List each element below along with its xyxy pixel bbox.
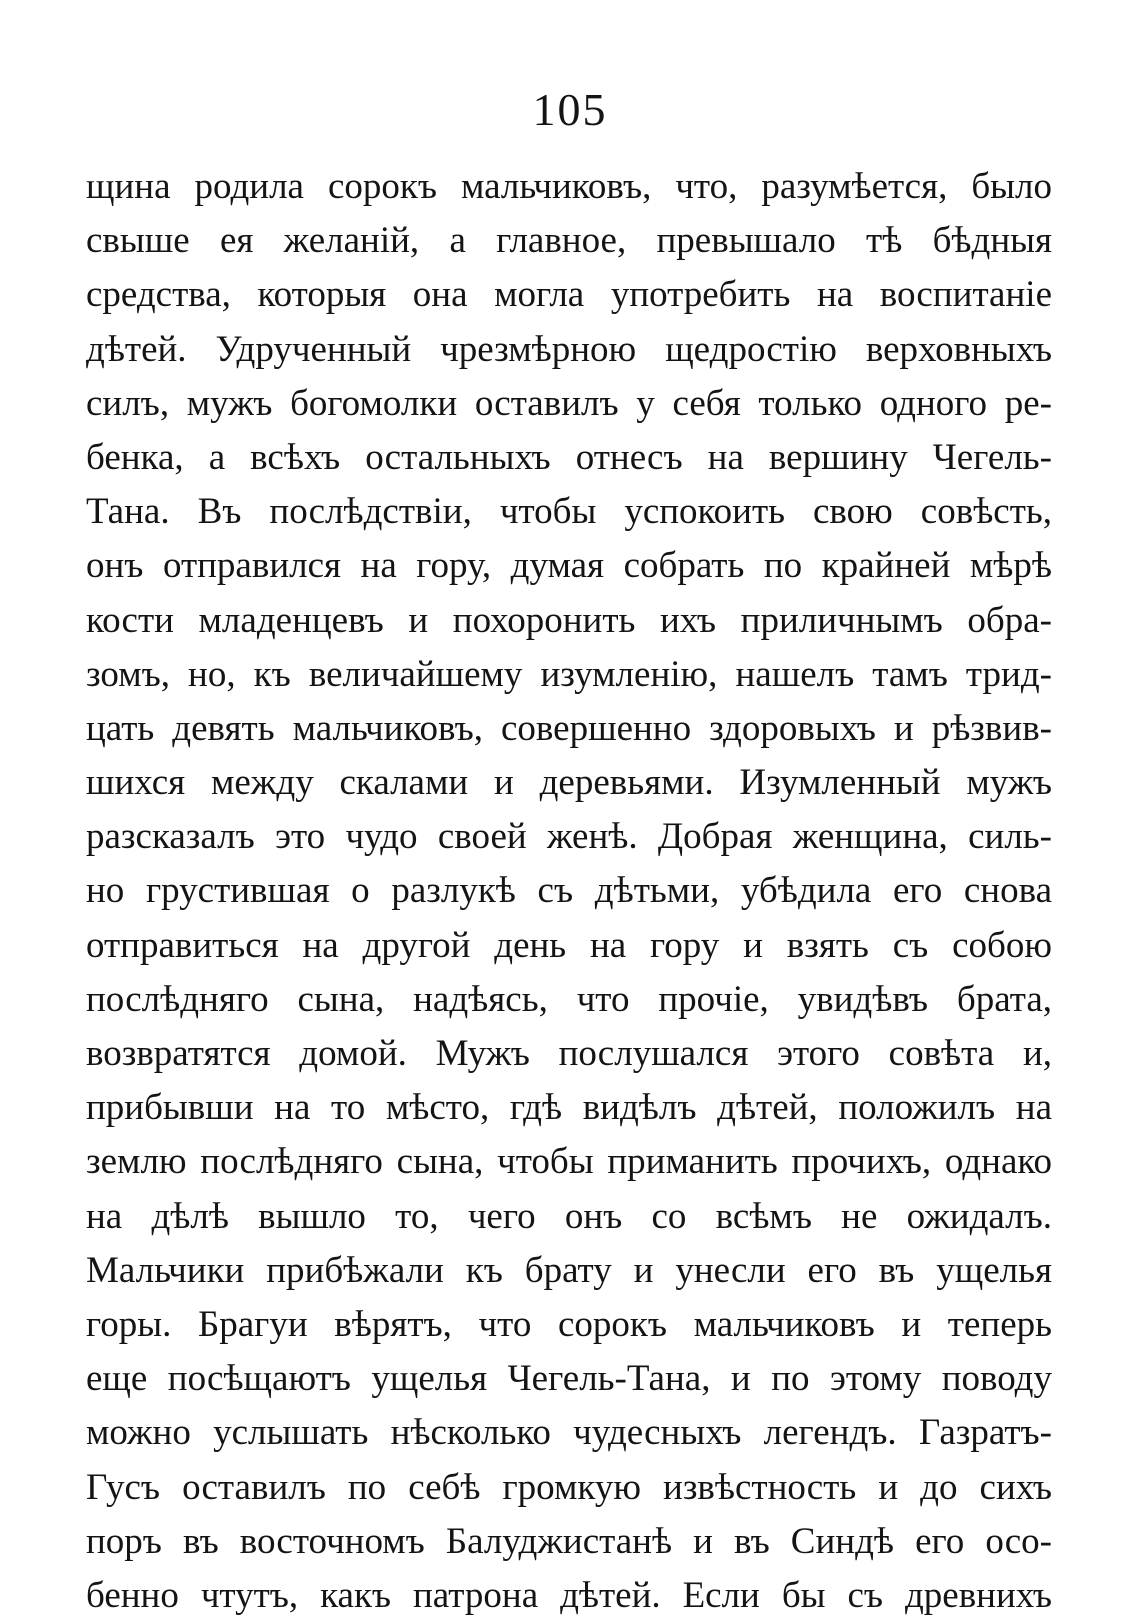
text-line: прибывши на то мѣсто, гдѣ видѣлъ дѣтей, положилъ на: [86, 1087, 1052, 1129]
text-line: бенно чтутъ, какъ патрона дѣтей. Если бы съ древнихъ: [86, 1574, 1052, 1616]
text-line: отправиться на другой день на гору и взять съ собою: [86, 924, 1052, 966]
text-line: дѣтей. Удрученный чрезмѣрною щедростію верховныхъ: [86, 328, 1052, 370]
text-line: онъ отправился на гору, думая собрать по крайней мѣрѣ: [86, 545, 1052, 587]
text-line: послѣдняго сына, надѣясь, что прочіе, увидѣвъ брата,: [86, 978, 1052, 1020]
text-line: горы. Брагуи вѣрятъ, что сорокъ мальчиковъ и теперь: [86, 1303, 1052, 1345]
text-line: зомъ, но, къ величайшему изумленію, нашелъ тамъ трид-: [86, 653, 1052, 695]
text-line: Тана. Въ послѣдствіи, чтобы успокоить свою совѣсть,: [86, 491, 1052, 533]
text-line: еще посѣщаютъ ущелья Чегель-Тана, и по этому поводу: [86, 1358, 1052, 1400]
text-line: Гусъ оставилъ по себѣ громкую извѣстность и до сихъ: [86, 1466, 1052, 1508]
text-line: но грустившая о разлукѣ съ дѣтьми, убѣдила его снова: [86, 870, 1052, 912]
text-line: поръ въ восточномъ Балуджистанѣ и въ Синдѣ его осо-: [86, 1520, 1052, 1562]
text-line: бенка, а всѣхъ остальныхъ отнесъ на вершину Чегель-: [86, 436, 1052, 478]
text-line: кости младенцевъ и похоронить ихъ приличнымъ обра-: [86, 599, 1052, 641]
body-text: [86, 160, 1052, 1623]
page-number: 105: [532, 84, 608, 135]
text-line: на дѣлѣ вышло то, чего онъ со всѣмъ не ожидалъ.: [86, 1195, 1052, 1237]
text-line: возвратятся домой. Мужъ послушался этого совѣта и,: [86, 1033, 1052, 1074]
text-line: Мальчики прибѣжали къ брату и унесли его въ ущелья: [86, 1249, 1052, 1291]
text-line: можно услышать нѣсколько чудесныхъ легендъ. Газратъ-: [86, 1412, 1052, 1454]
text-line: землю послѣдняго сына, чтобы приманить прочихъ, однако: [86, 1141, 1052, 1183]
text-line: средства, которыя она могла употребить на воспитаніе: [86, 274, 1052, 316]
text-line: щина родила сорокъ мальчиковъ, что, разумѣется, было: [86, 166, 1052, 207]
text-line: свыше ея желаній, а главное, превышало тѣ бѣдныя: [86, 220, 1052, 262]
text-line: разсказалъ это чудо своей женѣ. Добрая женщина, силь-: [86, 816, 1052, 858]
text-line: силъ, мужъ богомолки оставилъ у себя только одного ре-: [86, 382, 1052, 424]
text-line: цать девять мальчиковъ, совершенно здоровыхъ и рѣзвив-: [86, 707, 1052, 749]
text-line: шихся между скалами и деревьями. Изумленный мужъ: [86, 762, 1052, 804]
